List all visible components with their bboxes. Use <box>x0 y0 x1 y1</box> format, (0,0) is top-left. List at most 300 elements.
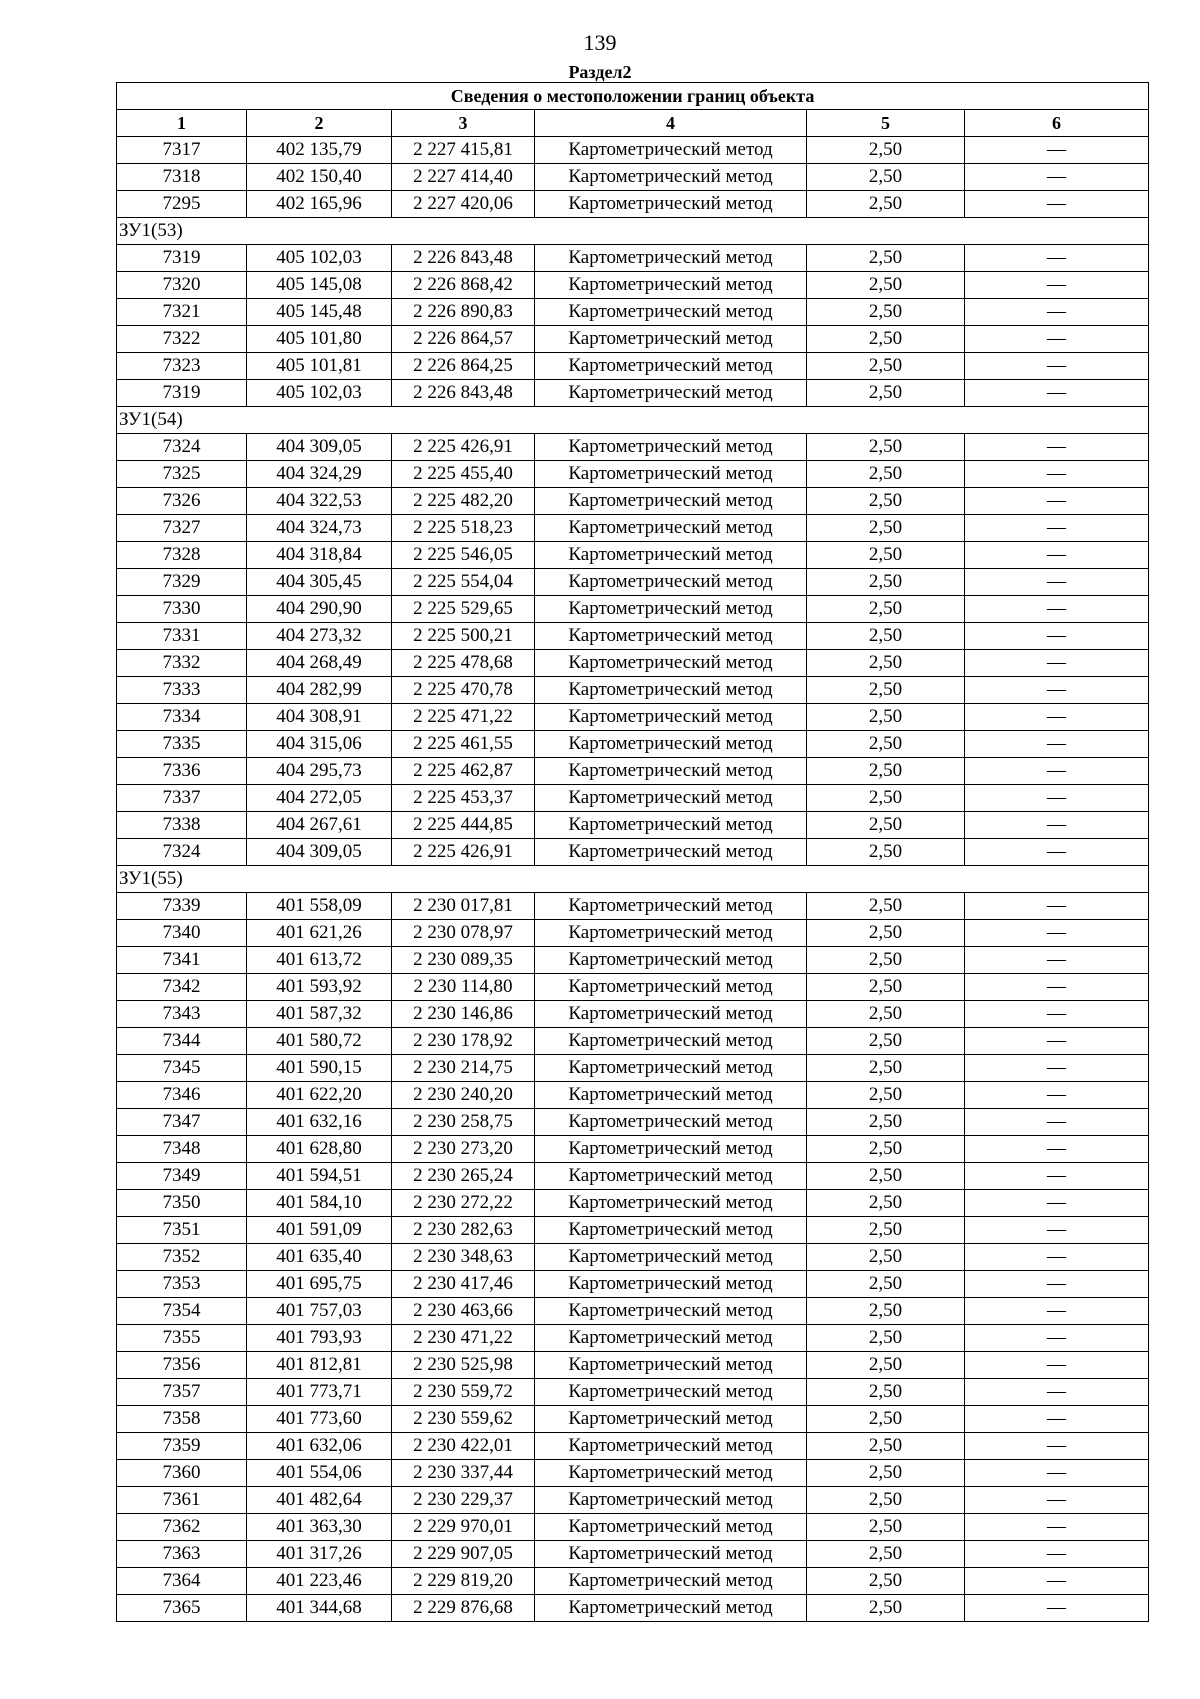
point-number-cell: 7359 <box>117 1433 247 1460</box>
point-number-cell: 7356 <box>117 1352 247 1379</box>
table-row <box>117 758 1149 785</box>
point-number-cell: 7361 <box>117 1487 247 1514</box>
point-number-cell: 7323 <box>117 353 247 380</box>
y-coordinate-cell: 2 230 240,20 <box>392 1082 535 1109</box>
x-coordinate-cell: 401 344,68 <box>247 1595 392 1622</box>
description-cell: — <box>965 137 1149 164</box>
accuracy-cell: 2,50 <box>807 1136 965 1163</box>
method-cell: Картометрический метод <box>535 380 807 407</box>
method-cell: Картометрический метод <box>535 1298 807 1325</box>
column-number: 3 <box>392 110 535 137</box>
accuracy-cell: 2,50 <box>807 758 965 785</box>
accuracy-cell: 2,50 <box>807 1568 965 1595</box>
x-coordinate-cell: 404 305,45 <box>247 569 392 596</box>
point-number-cell: 7333 <box>117 677 247 704</box>
point-number-cell: 7295 <box>117 191 247 218</box>
method-cell: Картометрический метод <box>535 974 807 1001</box>
description-cell: — <box>965 1163 1149 1190</box>
description-cell: — <box>965 596 1149 623</box>
description-cell: — <box>965 1244 1149 1271</box>
column-number: 2 <box>247 110 392 137</box>
method-cell: Картометрический метод <box>535 488 807 515</box>
accuracy-cell: 2,50 <box>807 191 965 218</box>
y-coordinate-cell: 2 230 078,97 <box>392 920 535 947</box>
accuracy-cell: 2,50 <box>807 623 965 650</box>
x-coordinate-cell: 402 165,96 <box>247 191 392 218</box>
description-cell: — <box>965 299 1149 326</box>
y-coordinate-cell: 2 230 337,44 <box>392 1460 535 1487</box>
group-label: ЗУ1(54) <box>117 407 1149 434</box>
method-cell: Картометрический метод <box>535 596 807 623</box>
method-cell: Картометрический метод <box>535 1433 807 1460</box>
accuracy-cell: 2,50 <box>807 1541 965 1568</box>
page-number: 139 <box>583 30 617 55</box>
point-number-cell: 7338 <box>117 812 247 839</box>
table-row <box>117 137 1149 164</box>
method-cell: Картометрический метод <box>535 326 807 353</box>
point-number-cell: 7346 <box>117 1082 247 1109</box>
point-number-cell: 7364 <box>117 1568 247 1595</box>
y-coordinate-cell: 2 230 463,66 <box>392 1298 535 1325</box>
point-number-cell: 7353 <box>117 1271 247 1298</box>
method-cell: Картометрический метод <box>535 1487 807 1514</box>
y-coordinate-cell: 2 225 453,37 <box>392 785 535 812</box>
description-cell: — <box>965 1028 1149 1055</box>
point-number-cell: 7322 <box>117 326 247 353</box>
point-number-cell: 7341 <box>117 947 247 974</box>
accuracy-cell: 2,50 <box>807 1163 965 1190</box>
table-row <box>117 1055 1149 1082</box>
description-cell: — <box>965 839 1149 866</box>
accuracy-cell: 2,50 <box>807 1352 965 1379</box>
table-row <box>117 1271 1149 1298</box>
y-coordinate-cell: 2 225 500,21 <box>392 623 535 650</box>
accuracy-cell: 2,50 <box>807 299 965 326</box>
point-number-cell: 7357 <box>117 1379 247 1406</box>
x-coordinate-cell: 401 812,81 <box>247 1352 392 1379</box>
description-cell: — <box>965 812 1149 839</box>
x-coordinate-cell: 404 318,84 <box>247 542 392 569</box>
point-number-cell: 7340 <box>117 920 247 947</box>
description-cell: — <box>965 758 1149 785</box>
column-number: 6 <box>965 110 1149 137</box>
y-coordinate-cell: 2 230 471,22 <box>392 1325 535 1352</box>
accuracy-cell: 2,50 <box>807 1487 965 1514</box>
point-number-cell: 7326 <box>117 488 247 515</box>
point-number-cell: 7324 <box>117 434 247 461</box>
method-cell: Картометрический метод <box>535 1514 807 1541</box>
x-coordinate-cell: 401 363,30 <box>247 1514 392 1541</box>
accuracy-cell: 2,50 <box>807 650 965 677</box>
accuracy-cell: 2,50 <box>807 272 965 299</box>
x-coordinate-cell: 401 632,16 <box>247 1109 392 1136</box>
x-coordinate-cell: 404 309,05 <box>247 434 392 461</box>
x-coordinate-cell: 404 309,05 <box>247 839 392 866</box>
table-row <box>117 1352 1149 1379</box>
y-coordinate-cell: 2 230 178,92 <box>392 1028 535 1055</box>
method-cell: Картометрический метод <box>535 1541 807 1568</box>
table-row <box>117 245 1149 272</box>
y-coordinate-cell: 2 230 525,98 <box>392 1352 535 1379</box>
description-cell: — <box>965 1568 1149 1595</box>
table-row <box>117 650 1149 677</box>
accuracy-cell: 2,50 <box>807 434 965 461</box>
point-number-cell: 7319 <box>117 380 247 407</box>
description-cell: — <box>965 677 1149 704</box>
description-cell: — <box>965 1298 1149 1325</box>
point-number-cell: 7321 <box>117 299 247 326</box>
accuracy-cell: 2,50 <box>807 1325 965 1352</box>
accuracy-cell: 2,50 <box>807 839 965 866</box>
accuracy-cell: 2,50 <box>807 515 965 542</box>
group-label: ЗУ1(55) <box>117 866 1149 893</box>
point-number-cell: 7347 <box>117 1109 247 1136</box>
x-coordinate-cell: 404 324,29 <box>247 461 392 488</box>
y-coordinate-cell: 2 225 554,04 <box>392 569 535 596</box>
table-row <box>117 1379 1149 1406</box>
description-cell: — <box>965 245 1149 272</box>
description-cell: — <box>965 623 1149 650</box>
y-coordinate-cell: 2 226 868,42 <box>392 272 535 299</box>
table-row <box>117 434 1149 461</box>
accuracy-cell: 2,50 <box>807 920 965 947</box>
x-coordinate-cell: 401 632,06 <box>247 1433 392 1460</box>
accuracy-cell: 2,50 <box>807 353 965 380</box>
y-coordinate-cell: 2 227 415,81 <box>392 137 535 164</box>
x-coordinate-cell: 404 315,06 <box>247 731 392 758</box>
y-coordinate-cell: 2 230 146,86 <box>392 1001 535 1028</box>
description-cell: — <box>965 1352 1149 1379</box>
point-number-cell: 7329 <box>117 569 247 596</box>
x-coordinate-cell: 401 773,71 <box>247 1379 392 1406</box>
method-cell: Картометрический метод <box>535 1190 807 1217</box>
table-row <box>117 731 1149 758</box>
method-cell: Картометрический метод <box>535 839 807 866</box>
method-cell: Картометрический метод <box>535 785 807 812</box>
x-coordinate-cell: 404 322,53 <box>247 488 392 515</box>
accuracy-cell: 2,50 <box>807 461 965 488</box>
accuracy-cell: 2,50 <box>807 1460 965 1487</box>
accuracy-cell: 2,50 <box>807 1109 965 1136</box>
accuracy-cell: 2,50 <box>807 1271 965 1298</box>
accuracy-cell: 2,50 <box>807 488 965 515</box>
x-coordinate-cell: 405 101,80 <box>247 326 392 353</box>
description-cell: — <box>965 1055 1149 1082</box>
y-coordinate-cell: 2 226 864,25 <box>392 353 535 380</box>
point-number-cell: 7363 <box>117 1541 247 1568</box>
table-row <box>117 1433 1149 1460</box>
point-number-cell: 7337 <box>117 785 247 812</box>
description-cell: — <box>965 947 1149 974</box>
method-cell: Картометрический метод <box>535 947 807 974</box>
y-coordinate-cell: 2 225 426,91 <box>392 839 535 866</box>
method-cell: Картометрический метод <box>535 299 807 326</box>
table-caption: Сведения о местоположении границ объекта <box>117 83 1149 110</box>
method-cell: Картометрический метод <box>535 353 807 380</box>
x-coordinate-cell: 401 628,80 <box>247 1136 392 1163</box>
point-number-cell: 7362 <box>117 1514 247 1541</box>
point-number-cell: 7365 <box>117 1595 247 1622</box>
column-number: 1 <box>117 110 247 137</box>
description-cell: — <box>965 1595 1149 1622</box>
x-coordinate-cell: 401 773,60 <box>247 1406 392 1433</box>
table-row <box>117 569 1149 596</box>
method-cell: Картометрический метод <box>535 1028 807 1055</box>
accuracy-cell: 2,50 <box>807 1217 965 1244</box>
point-number-cell: 7342 <box>117 974 247 1001</box>
x-coordinate-cell: 401 223,46 <box>247 1568 392 1595</box>
method-cell: Картометрический метод <box>535 704 807 731</box>
y-coordinate-cell: 2 226 864,57 <box>392 326 535 353</box>
x-coordinate-cell: 405 101,81 <box>247 353 392 380</box>
description-cell: — <box>965 974 1149 1001</box>
accuracy-cell: 2,50 <box>807 164 965 191</box>
y-coordinate-cell: 2 226 843,48 <box>392 380 535 407</box>
x-coordinate-cell: 401 554,06 <box>247 1460 392 1487</box>
y-coordinate-cell: 2 229 876,68 <box>392 1595 535 1622</box>
accuracy-cell: 2,50 <box>807 893 965 920</box>
table-row <box>117 1001 1149 1028</box>
accuracy-cell: 2,50 <box>807 1298 965 1325</box>
y-coordinate-cell: 2 230 229,37 <box>392 1487 535 1514</box>
method-cell: Картометрический метод <box>535 731 807 758</box>
method-cell: Картометрический метод <box>535 137 807 164</box>
table-row <box>117 1298 1149 1325</box>
point-number-cell: 7317 <box>117 137 247 164</box>
description-cell: — <box>965 1082 1149 1109</box>
table-row <box>117 515 1149 542</box>
y-coordinate-cell: 2 230 114,80 <box>392 974 535 1001</box>
table-row <box>117 380 1149 407</box>
accuracy-cell: 2,50 <box>807 731 965 758</box>
accuracy-cell: 2,50 <box>807 704 965 731</box>
x-coordinate-cell: 401 584,10 <box>247 1190 392 1217</box>
table-row <box>117 677 1149 704</box>
table-row <box>117 893 1149 920</box>
method-cell: Картометрический метод <box>535 1595 807 1622</box>
description-cell: — <box>965 1217 1149 1244</box>
accuracy-cell: 2,50 <box>807 1595 965 1622</box>
accuracy-cell: 2,50 <box>807 1082 965 1109</box>
y-coordinate-cell: 2 226 890,83 <box>392 299 535 326</box>
method-cell: Картометрический метод <box>535 1082 807 1109</box>
table-row <box>117 812 1149 839</box>
description-cell: — <box>965 272 1149 299</box>
description-cell: — <box>965 353 1149 380</box>
description-cell: — <box>965 1514 1149 1541</box>
method-cell: Картометрический метод <box>535 1109 807 1136</box>
table-row <box>117 1568 1149 1595</box>
x-coordinate-cell: 401 558,09 <box>247 893 392 920</box>
method-cell: Картометрический метод <box>535 920 807 947</box>
y-coordinate-cell: 2 230 422,01 <box>392 1433 535 1460</box>
method-cell: Картометрический метод <box>535 1352 807 1379</box>
y-coordinate-cell: 2 230 559,62 <box>392 1406 535 1433</box>
description-cell: — <box>965 461 1149 488</box>
y-coordinate-cell: 2 226 843,48 <box>392 245 535 272</box>
accuracy-cell: 2,50 <box>807 974 965 1001</box>
x-coordinate-cell: 401 591,09 <box>247 1217 392 1244</box>
group-row <box>117 866 1149 893</box>
point-number-cell: 7355 <box>117 1325 247 1352</box>
accuracy-cell: 2,50 <box>807 812 965 839</box>
method-cell: Картометрический метод <box>535 812 807 839</box>
table-row <box>117 542 1149 569</box>
description-cell: — <box>965 1433 1149 1460</box>
y-coordinate-cell: 2 225 518,23 <box>392 515 535 542</box>
description-cell: — <box>965 542 1149 569</box>
y-coordinate-cell: 2 230 214,75 <box>392 1055 535 1082</box>
description-cell: — <box>965 488 1149 515</box>
method-cell: Картометрический метод <box>535 623 807 650</box>
description-cell: — <box>965 569 1149 596</box>
description-cell: — <box>965 1325 1149 1352</box>
description-cell: — <box>965 1001 1149 1028</box>
point-number-cell: 7345 <box>117 1055 247 1082</box>
point-number-cell: 7360 <box>117 1460 247 1487</box>
accuracy-cell: 2,50 <box>807 569 965 596</box>
description-cell: — <box>965 893 1149 920</box>
y-coordinate-cell: 2 225 471,22 <box>392 704 535 731</box>
y-coordinate-cell: 2 227 414,40 <box>392 164 535 191</box>
method-cell: Картометрический метод <box>535 272 807 299</box>
column-number-row <box>117 110 1149 137</box>
y-coordinate-cell: 2 230 272,22 <box>392 1190 535 1217</box>
table-row <box>117 704 1149 731</box>
method-cell: Картометрический метод <box>535 1001 807 1028</box>
description-cell: — <box>965 326 1149 353</box>
method-cell: Картометрический метод <box>535 677 807 704</box>
y-coordinate-cell: 2 230 348,63 <box>392 1244 535 1271</box>
x-coordinate-cell: 404 308,91 <box>247 704 392 731</box>
table-row <box>117 1595 1149 1622</box>
table-row <box>117 1406 1149 1433</box>
method-cell: Картометрический метод <box>535 1217 807 1244</box>
point-number-cell: 7324 <box>117 839 247 866</box>
method-cell: Картометрический метод <box>535 1136 807 1163</box>
point-number-cell: 7343 <box>117 1001 247 1028</box>
x-coordinate-cell: 405 145,08 <box>247 272 392 299</box>
method-cell: Картометрический метод <box>535 1406 807 1433</box>
group-row <box>117 407 1149 434</box>
group-row <box>117 218 1149 245</box>
accuracy-cell: 2,50 <box>807 1379 965 1406</box>
y-coordinate-cell: 2 230 017,81 <box>392 893 535 920</box>
y-coordinate-cell: 2 230 559,72 <box>392 1379 535 1406</box>
x-coordinate-cell: 402 135,79 <box>247 137 392 164</box>
table-row <box>117 596 1149 623</box>
point-number-cell: 7349 <box>117 1163 247 1190</box>
section-title: Раздел2 <box>568 62 632 82</box>
x-coordinate-cell: 404 267,61 <box>247 812 392 839</box>
table-row <box>117 947 1149 974</box>
description-cell: — <box>965 785 1149 812</box>
x-coordinate-cell: 401 622,20 <box>247 1082 392 1109</box>
method-cell: Картометрический метод <box>535 1568 807 1595</box>
method-cell: Картометрический метод <box>535 650 807 677</box>
table-row <box>117 1460 1149 1487</box>
table-row <box>117 488 1149 515</box>
point-number-cell: 7318 <box>117 164 247 191</box>
x-coordinate-cell: 401 594,51 <box>247 1163 392 1190</box>
description-cell: — <box>965 515 1149 542</box>
table-row <box>117 1514 1149 1541</box>
description-cell: — <box>965 164 1149 191</box>
accuracy-cell: 2,50 <box>807 1433 965 1460</box>
y-coordinate-cell: 2 225 462,87 <box>392 758 535 785</box>
point-number-cell: 7350 <box>117 1190 247 1217</box>
x-coordinate-cell: 401 613,72 <box>247 947 392 974</box>
point-number-cell: 7358 <box>117 1406 247 1433</box>
point-number-cell: 7354 <box>117 1298 247 1325</box>
x-coordinate-cell: 401 757,03 <box>247 1298 392 1325</box>
accuracy-cell: 2,50 <box>807 1190 965 1217</box>
y-coordinate-cell: 2 225 482,20 <box>392 488 535 515</box>
y-coordinate-cell: 2 229 907,05 <box>392 1541 535 1568</box>
x-coordinate-cell: 401 587,32 <box>247 1001 392 1028</box>
table-caption-row <box>117 83 1149 110</box>
point-number-cell: 7336 <box>117 758 247 785</box>
description-cell: — <box>965 1541 1149 1568</box>
point-number-cell: 7327 <box>117 515 247 542</box>
y-coordinate-cell: 2 225 461,55 <box>392 731 535 758</box>
table-row <box>117 974 1149 1001</box>
x-coordinate-cell: 401 635,40 <box>247 1244 392 1271</box>
description-cell: — <box>965 434 1149 461</box>
point-number-cell: 7352 <box>117 1244 247 1271</box>
table-row <box>117 1028 1149 1055</box>
x-coordinate-cell: 401 621,26 <box>247 920 392 947</box>
description-cell: — <box>965 1136 1149 1163</box>
x-coordinate-cell: 404 295,73 <box>247 758 392 785</box>
y-coordinate-cell: 2 230 265,24 <box>392 1163 535 1190</box>
boundary-table <box>116 82 1149 1622</box>
y-coordinate-cell: 2 230 417,46 <box>392 1271 535 1298</box>
accuracy-cell: 2,50 <box>807 947 965 974</box>
accuracy-cell: 2,50 <box>807 1244 965 1271</box>
y-coordinate-cell: 2 227 420,06 <box>392 191 535 218</box>
table-row <box>117 1325 1149 1352</box>
method-cell: Картометрический метод <box>535 434 807 461</box>
y-coordinate-cell: 2 229 970,01 <box>392 1514 535 1541</box>
y-coordinate-cell: 2 225 529,65 <box>392 596 535 623</box>
table-row <box>117 461 1149 488</box>
table-row <box>117 1136 1149 1163</box>
x-coordinate-cell: 401 695,75 <box>247 1271 392 1298</box>
method-cell: Картометрический метод <box>535 245 807 272</box>
accuracy-cell: 2,50 <box>807 542 965 569</box>
table-row <box>117 1082 1149 1109</box>
accuracy-cell: 2,50 <box>807 1001 965 1028</box>
table-row <box>117 299 1149 326</box>
method-cell: Картометрический метод <box>535 191 807 218</box>
x-coordinate-cell: 405 145,48 <box>247 299 392 326</box>
y-coordinate-cell: 2 225 426,91 <box>392 434 535 461</box>
x-coordinate-cell: 404 290,90 <box>247 596 392 623</box>
table-row <box>117 785 1149 812</box>
description-cell: — <box>965 1379 1149 1406</box>
point-number-cell: 7325 <box>117 461 247 488</box>
y-coordinate-cell: 2 225 444,85 <box>392 812 535 839</box>
y-coordinate-cell: 2 225 470,78 <box>392 677 535 704</box>
point-number-cell: 7348 <box>117 1136 247 1163</box>
table-row <box>117 191 1149 218</box>
x-coordinate-cell: 404 273,32 <box>247 623 392 650</box>
y-coordinate-cell: 2 230 258,75 <box>392 1109 535 1136</box>
method-cell: Картометрический метод <box>535 1055 807 1082</box>
description-cell: — <box>965 1271 1149 1298</box>
accuracy-cell: 2,50 <box>807 677 965 704</box>
